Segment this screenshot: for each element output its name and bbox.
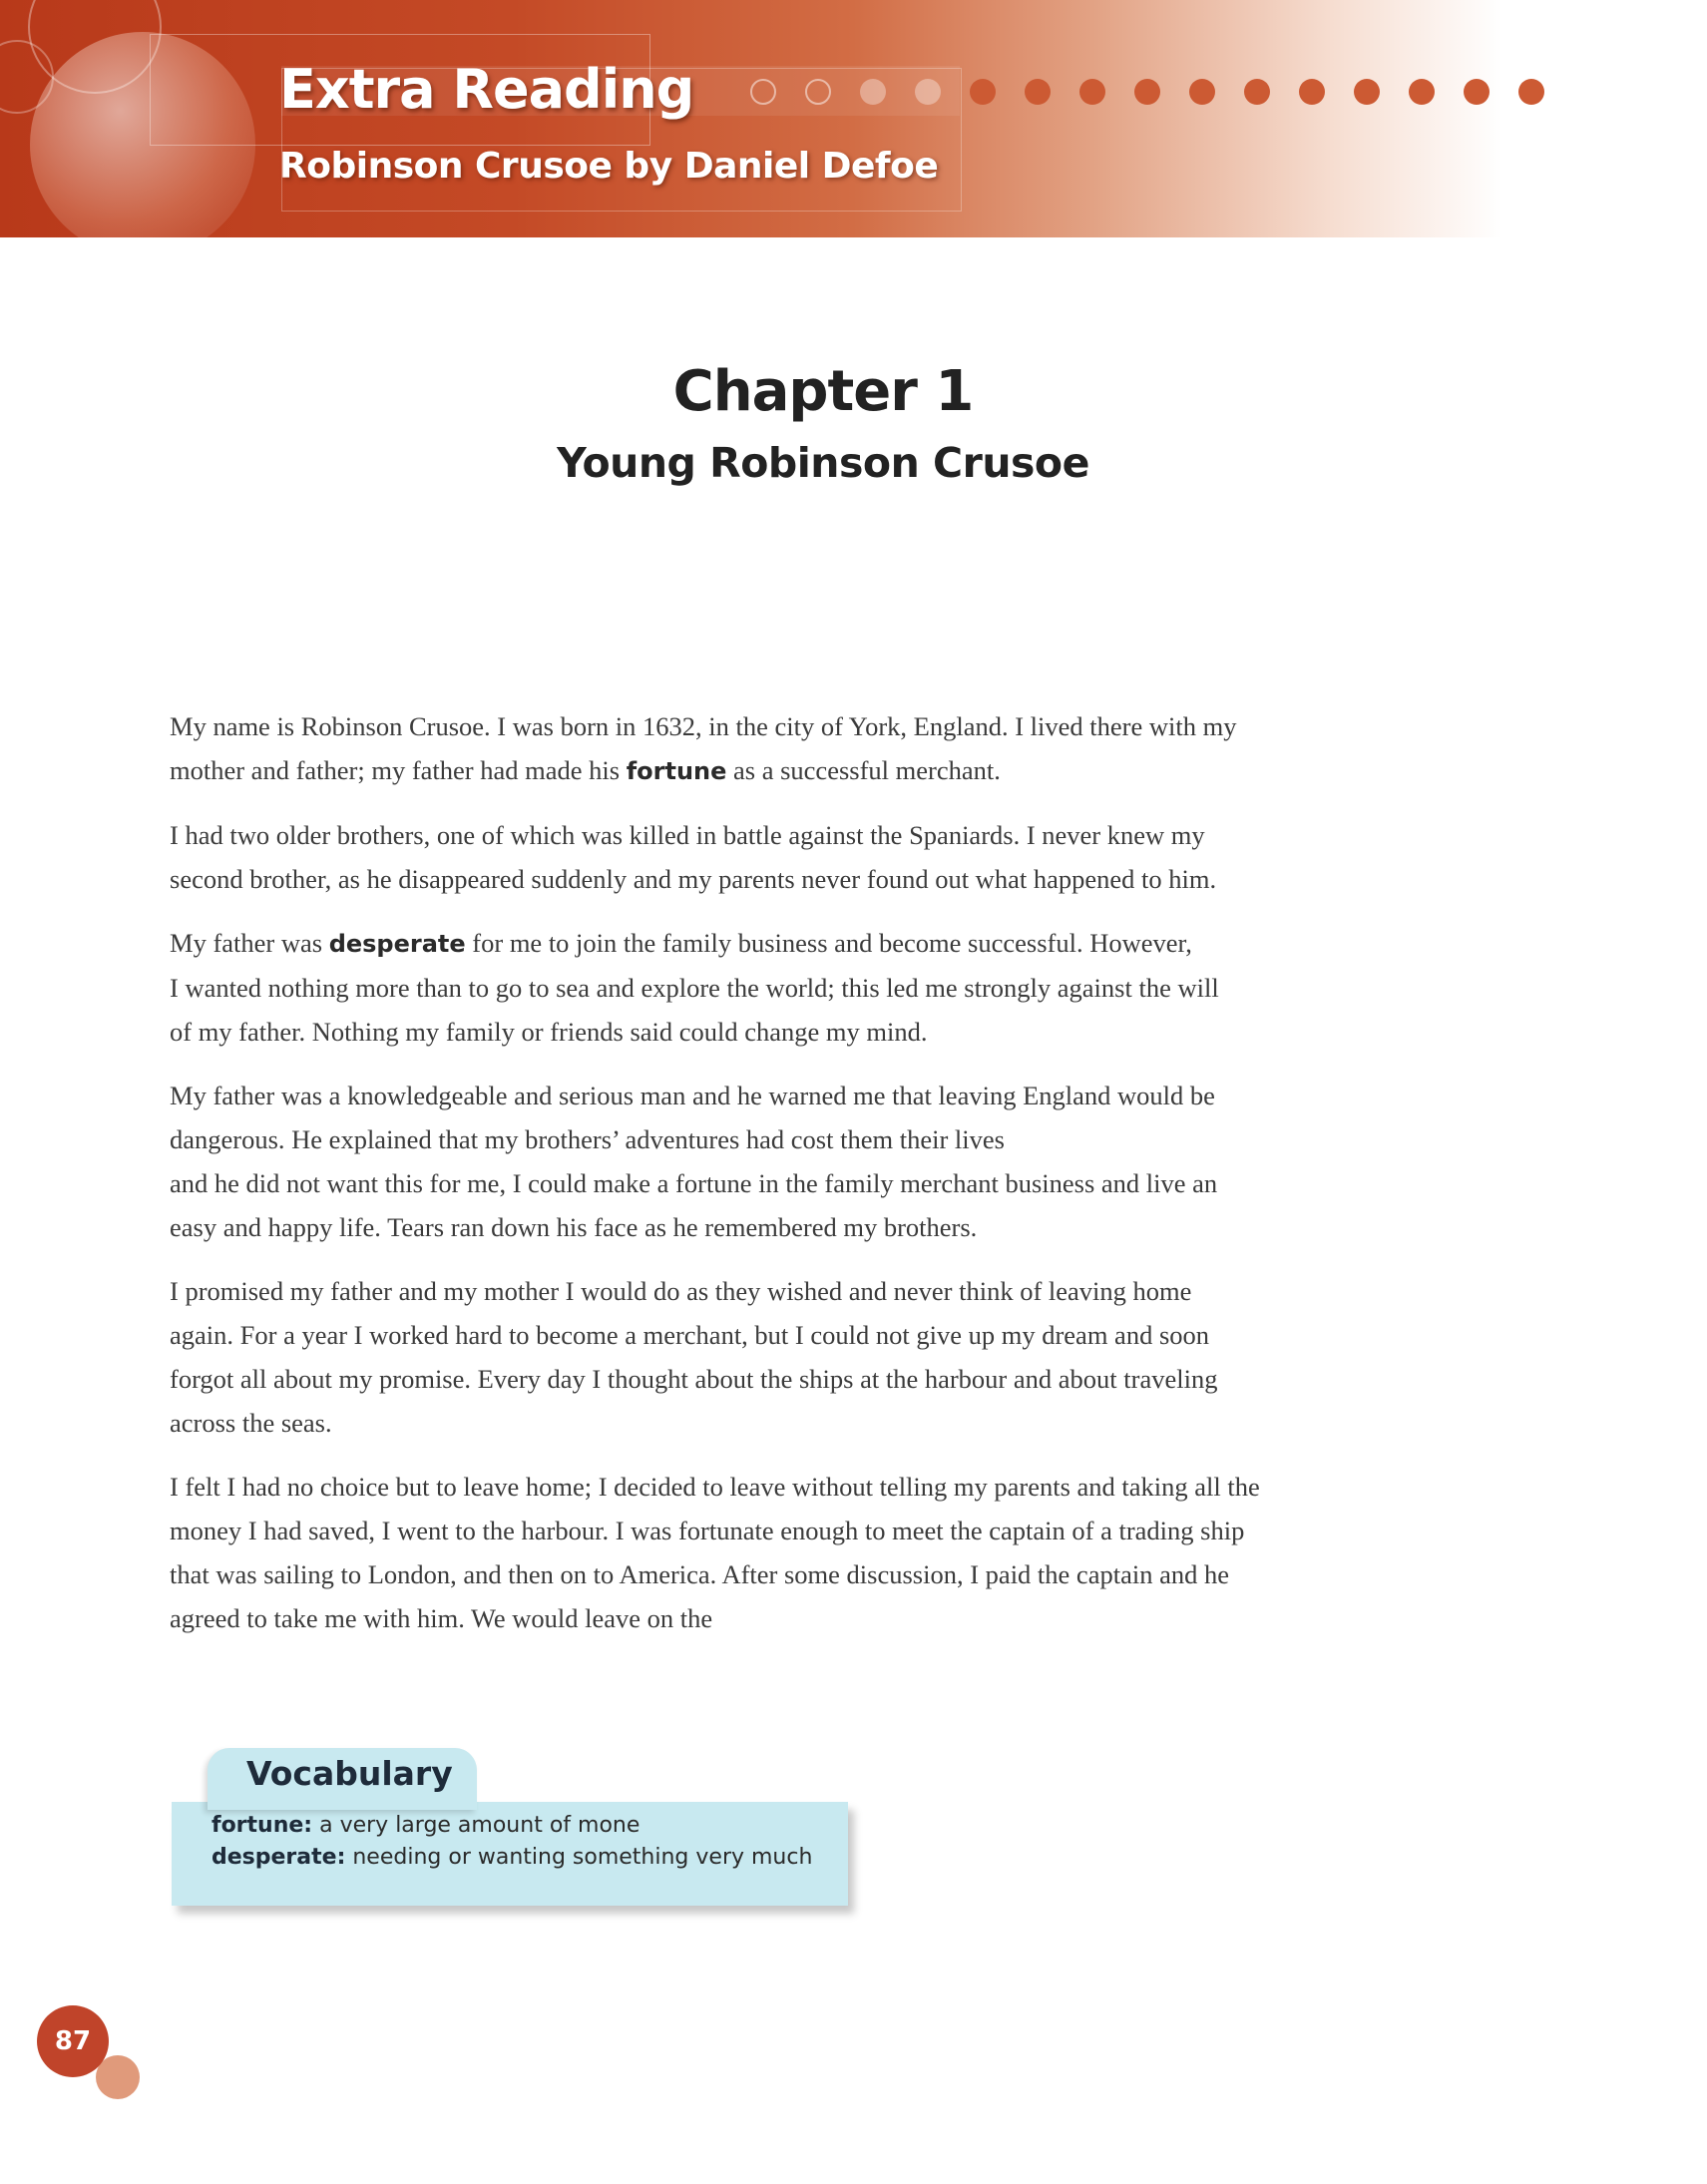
dot-icon [1079,79,1105,105]
page-number-badge [37,2005,109,2077]
decorative-dots [750,79,1544,105]
paragraph [170,921,1487,1054]
section-subtitle: Robinson Crusoe by Daniel Defoe [279,146,939,187]
chapter-subtitle: Young Robinson Crusoe [557,439,1089,487]
vocabulary-term: fortune: [212,1813,313,1838]
vocabulary-definition: needing or wanting something very much [345,1845,813,1870]
chapter-title: Chapter 1 [672,359,974,424]
vocab-word: desperate [328,930,466,958]
dot-icon [805,79,831,105]
dot-icon [1189,79,1215,105]
paragraph: I promised my father and my mother I would do as they wished and never think of leaving home again. For a year I worked hard to become a merchant, but I could not give up my dream and soon forgot all about my promise. Every day I thought about the ships at the harbour and about traveling across the seas. [170,1276,1218,1438]
vocab-word: fortune [626,757,727,785]
dot-icon [1354,79,1380,105]
vocabulary-term: desperate: [212,1845,346,1870]
dot-icon [1518,79,1544,105]
dot-icon [1134,79,1160,105]
section-title: Extra Reading [279,58,694,121]
paragraph: I had two older brothers, one of which was killed in battle against the Spaniards. I never knew my second brother, as he disappeared suddenly and my parents never found out what happened to him. [170,820,1217,894]
page-number: 87 [54,2026,92,2056]
vocabulary-definition: a very large amount of mone [312,1813,640,1838]
vocabulary-entry [212,1813,640,1838]
dot-icon [750,79,776,105]
paragraph-text: My father was [170,928,329,958]
dot-icon [915,79,941,105]
dot-icon [1409,79,1435,105]
paragraph-text: as a successful merchant. [726,755,1001,785]
paragraph [170,704,1487,793]
dot-icon [970,79,996,105]
decorative-dot [96,2055,140,2099]
paragraph: My father was a knowledgeable and serious man and he warned me that leaving England would be dangerous. He explained that my brothers’ adventures had cost them their lives and he did not want this for me, I could make a fortune in the family merchant business and live an easy and happy life. Tears ran down his face as he remembered my brothers. [170,1081,1218,1242]
header-banner [0,0,1707,237]
paragraph: I felt I had no choice but to leave home; I decided to leave without telling my parents and taking all the money I had saved, I went to the harbour. I was fortunate enough to meet the captain of a trading ship that was sailing to London, and then on to America. After some discussion, I paid the captain and he agreed to take me with him. We would leave on the [170,1472,1260,1633]
dot-icon [1244,79,1270,105]
dot-icon [1025,79,1051,105]
vocabulary-title: Vocabulary [246,1754,453,1793]
dot-icon [1464,79,1490,105]
dot-icon [860,79,886,105]
story-text [170,704,1487,1660]
paragraph-text: for me to join the family business and become successful. However, I wanted nothing more than to go to sea and explore the world; this led me strongly against the will of my father. Nothing my family or friends said could change my mind. [170,928,1219,1047]
vocabulary-entry [212,1845,812,1870]
paragraph-text: My name is Robinson Crusoe. I was born in 1632, in the city of York, England. I lived there with my mother and father; my father had made his [170,711,1237,785]
dot-icon [1299,79,1325,105]
